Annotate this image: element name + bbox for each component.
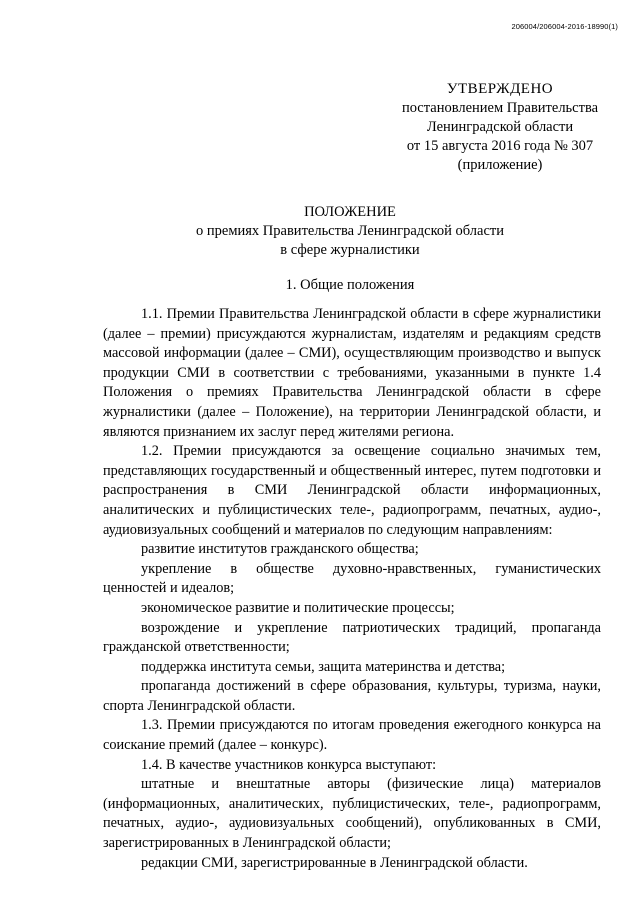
paragraph: 1.1. Премии Правительства Ленинградской области в сфере журналистики (далее – премии) присуждаются журналистам, издателям и редакциям средств массовой информации (далее – СМИ), осуществляющим производство и выпуск продукции СМИ в соответствии с требованиями, указанными в пункте 1.4 Положения о премиях Правительства Ленинградской области в сфере журналистики (далее – Положение), на территории Ленинградской области, и являются признанием их заслуг перед жителями региона. [103,306,601,440]
document-title [90,203,610,260]
approval-stamp [380,80,620,175]
section-heading: 1. Общие положения [285,277,415,293]
approval-line: постановлением Правительства [401,100,599,116]
list-item: развитие институтов гражданского общества; [141,541,419,558]
approval-heading: УТВЕРЖДЕНО [446,81,554,97]
document-id: 206004/206004-2016-18990(1) [511,22,618,31]
paragraph: 1.3. Премии присуждаются по итогам проведения ежегодного конкурса на соискание премий (далее – конкурс). [103,717,601,754]
approval-line: Ленинградской области [426,119,574,135]
title-line: ПОЛОЖЕНИЕ [304,204,396,220]
document-body [103,305,601,873]
list-item: редакции СМИ, зарегистрированные в Ленинградской области. [141,854,528,871]
paragraph: 1.2. Премии присуждаются за освещение социально значимых тем, представляющих государственный и общественный интерес, путем подготовки и распространения в СМИ Ленинградской области информационных, аналитических и публицистических теле-, радиопрограмм, печатных, аудио-, аудиовизуальных сообщений и материалов по следующим направлениям: [103,443,601,538]
title-line: о премиях Правительства Ленинградской области [196,223,504,239]
approval-line: от 15 августа 2016 года № 307 [406,138,594,154]
approval-line: (приложение) [457,157,543,173]
title-line: в сфере журналистики [280,242,420,258]
list-item: укрепление в обществе духовно-нравственных, гуманистических ценностей и идеалов; [103,560,601,597]
list-item: возрождение и укрепление патриотических традиций, пропаганда гражданской ответственности; [103,619,601,656]
list-item: экономическое развитие и политические процессы; [141,599,455,616]
list-item: штатные и внештатные авторы (физические лица) материалов (информационных, аналитических, публицистических, теле-, радиопрограмм, печатных, аудио-, аудиовизуальных сообщений), опубликованных в СМИ, зарегистрированных в Ленинградской области; [103,776,601,852]
list-item: поддержка института семьи, защита материнства и детства; [141,658,506,675]
paragraph: 1.4. В качестве участников конкурса выступают: [141,756,437,773]
list-item: пропаганда достижений в сфере образования, культуры, туризма, науки, спорта Ленинградской области. [103,678,601,714]
